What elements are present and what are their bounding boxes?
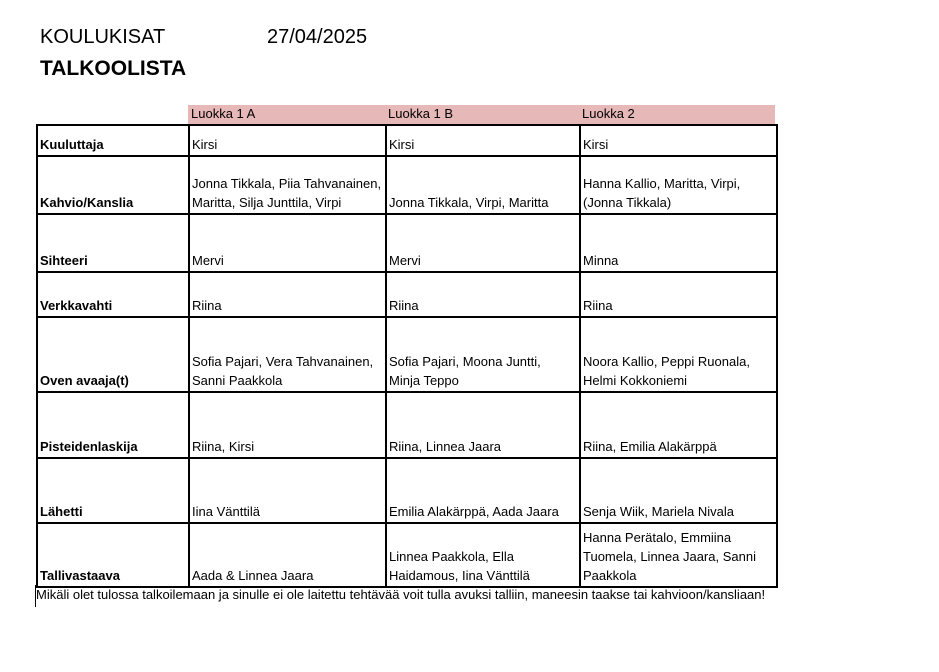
role-label: Kuuluttaja — [37, 125, 189, 156]
assignment-line: Helmi Kokkoniemi — [583, 373, 688, 388]
assignment-line: Minja Teppo — [389, 373, 459, 388]
assignment-cell — [580, 523, 777, 587]
assignment-cell — [580, 156, 777, 214]
assignment-line: Riina — [389, 298, 419, 313]
table-row — [37, 458, 777, 523]
assignment-line: Mervi — [192, 253, 224, 268]
assignment-cell — [386, 317, 580, 392]
assignment-line: (Jonna Tikkala) — [583, 195, 672, 210]
assignment-cell — [580, 458, 777, 523]
assignment-cell — [189, 317, 386, 392]
assignment-cell — [386, 214, 580, 272]
page-title: TALKOOLISTA — [40, 57, 187, 80]
assignment-cell — [189, 214, 386, 272]
assignment-cell — [189, 125, 386, 156]
assignment-line: Senja Wiik, Mariela Nivala — [583, 504, 734, 519]
assignment-line: Kirsi — [583, 137, 609, 152]
assignment-cell — [189, 392, 386, 458]
footer-note: Mikäli olet tulossa talkoilemaan ja sinulle ei ole laitettu tehtävää voit tulla avuksi talliin, maneesin taakse tai kahvioon/kansliaan! — [36, 587, 766, 602]
assignment-line: Paakkola — [583, 568, 637, 583]
table-row — [37, 156, 777, 214]
assignment-line: Aada & Linnea Jaara — [192, 568, 314, 583]
assignment-line: Haidamous, Iina Vänttilä — [389, 568, 530, 583]
document-title: KOULUKISAT — [40, 26, 166, 48]
column-header-2: Luokka 2 — [582, 106, 635, 121]
assignment-line: Linnea Paakkola, Ella — [389, 549, 515, 564]
assignment-line: Tuomela, Linnea Jaara, Sanni — [583, 549, 756, 564]
assignment-line: Maritta, Silja Junttila, Virpi — [192, 195, 342, 210]
assignment-line: Riina, Emilia Alakärppä — [583, 439, 717, 454]
column-header-1b: Luokka 1 B — [388, 106, 454, 121]
table-row — [37, 317, 777, 392]
assignment-line: Jonna Tikkala, Virpi, Maritta — [389, 195, 549, 210]
assignment-line: Kirsi — [192, 137, 218, 152]
role-label: Verkkavahti — [37, 272, 189, 317]
assignment-cell — [580, 317, 777, 392]
column-header-1a: Luokka 1 A — [191, 106, 256, 121]
assignment-cell — [189, 458, 386, 523]
role-label: Oven avaaja(t) — [37, 317, 189, 392]
assignment-line: Noora Kallio, Peppi Ruonala, — [583, 354, 750, 369]
assignment-line: Iina Vänttilä — [192, 504, 260, 519]
volunteer-table — [36, 124, 778, 588]
assignment-line: Riina — [192, 298, 222, 313]
assignment-line: Hanna Kallio, Maritta, Virpi, — [583, 176, 741, 191]
assignment-cell — [386, 272, 580, 317]
assignment-line: Sanni Paakkola — [192, 373, 283, 388]
assignment-cell — [386, 523, 580, 587]
role-label: Tallivastaava — [37, 523, 189, 587]
assignment-line: Jonna Tikkala, Piia Tahvanainen, — [192, 176, 382, 191]
assignment-line: Riina, Linnea Jaara — [389, 439, 502, 454]
assignment-line: Sofia Pajari, Vera Tahvanainen, — [192, 354, 374, 369]
assignment-line: Mervi — [389, 253, 421, 268]
role-label: Lähetti — [37, 458, 189, 523]
assignment-cell — [386, 156, 580, 214]
assignment-cell — [386, 458, 580, 523]
assignment-line: Minna — [583, 253, 619, 268]
assignment-cell — [386, 392, 580, 458]
document-date: 27/04/2025 — [267, 26, 368, 48]
role-label: Pisteidenlaskija — [37, 392, 189, 458]
table-row — [37, 272, 777, 317]
assignment-line: Riina, Kirsi — [192, 439, 255, 454]
role-label: Sihteeri — [37, 214, 189, 272]
table-row — [37, 125, 777, 156]
table-row — [37, 523, 777, 587]
role-label: Kahvio/Kanslia — [37, 156, 189, 214]
assignment-cell — [386, 125, 580, 156]
assignment-cell — [580, 125, 777, 156]
assignment-cell — [580, 392, 777, 458]
assignment-line: Hanna Perätalo, Emmiina — [583, 530, 732, 545]
table-row — [37, 392, 777, 458]
assignment-cell — [580, 214, 777, 272]
assignment-cell — [580, 272, 777, 317]
assignment-cell — [189, 523, 386, 587]
assignment-cell — [189, 272, 386, 317]
assignment-line: Sofia Pajari, Moona Juntti, — [389, 354, 541, 369]
table-row — [37, 214, 777, 272]
assignment-line: Riina — [583, 298, 613, 313]
assignment-cell — [189, 156, 386, 214]
assignment-line: Emilia Alakärppä, Aada Jaara — [389, 504, 559, 519]
column-header-strip — [188, 105, 775, 124]
assignment-line: Kirsi — [389, 137, 415, 152]
